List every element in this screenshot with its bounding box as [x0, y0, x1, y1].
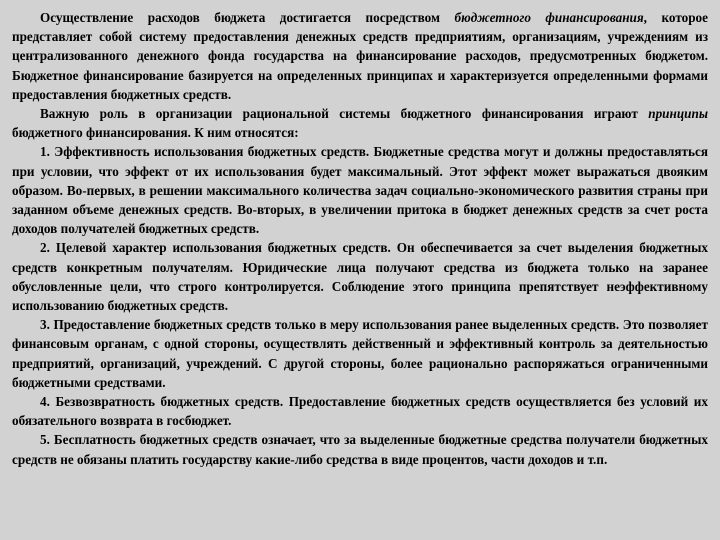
intro-term-budget-financing: бюджетного финансирования	[454, 10, 644, 25]
principle-5-free-of-charge: 5. Бесплатность бюджетных средств означает, что за выделенные бюджетные средства получатели бюджетных средств не обязаны платить государству какие-либо средства в виде процентов, части доходов и т.п.	[12, 432, 708, 467]
principle-3-as-used: 3. Предоставление бюджетных средств только в меру использования ранее выделенных средств. Это позволяет финансовым органам, с одной стороны, осуществлять действенный и эффективный контроль за деятельностью предприятий, организаций, учреждений. С другой стороны, более рационально распоряжаться ограниченными бюджетными средствами.	[12, 317, 708, 390]
intro-text-end: , которое представляет собой систему предоставления денежных средств предприятиям, организациям, учреждениям из централизованного денежного фонда государства на финансирование расходов, предусмотренных бюджетом. Бюджетное финансирование базируется на определенных принципах и характеризуется определенными формами предоставления бюджетных средств.	[12, 10, 708, 102]
document-body	[12, 8, 708, 536]
principles-intro-start: Важную роль в организации рациональной системы бюджетного финансирования играют	[40, 106, 649, 122]
principle-2-targeted-use: 2. Целевой характер использования бюджетных средств. Он обеспечивается за счет выделения бюджетных средств конкретным получателям. Юридические лица получают средства из бюджета только на заранее обусловленные цели, что строго контролируется. Соблюдение этого принципа препятствует неэффективному использованию бюджетных средств.	[12, 240, 708, 314]
principle-1-efficiency: 1. Эффективность использования бюджетных средств. Бюджетные средства могут и должны предоставляться при условии, что эффект от их использования будет максимальный. Этот эффект может выражаться двояким образом. Во-первых, в решении максимального количества задач социально-экономического развития страны при заданном объеме денежных средств. Во-вторых, в увеличении притока в бюджет денежных средств за счет роста доходов получателей бюджетных средств.	[12, 144, 708, 237]
paragraph-intro	[12, 8, 708, 104]
principles-term: принципы	[648, 106, 708, 122]
principles-intro-end: бюджетного финансирования. К ним относятся:	[12, 125, 299, 141]
intro-text-start: Осуществление расходов бюджета достигается посредством	[40, 10, 455, 25]
paragraph-principles-intro	[12, 104, 708, 142]
principle-4-non-repayable: 4. Безвозвратность бюджетных средств. Предоставление бюджетных средств осуществляется без условий их обязательного возврата в госбюджет.	[12, 394, 708, 429]
